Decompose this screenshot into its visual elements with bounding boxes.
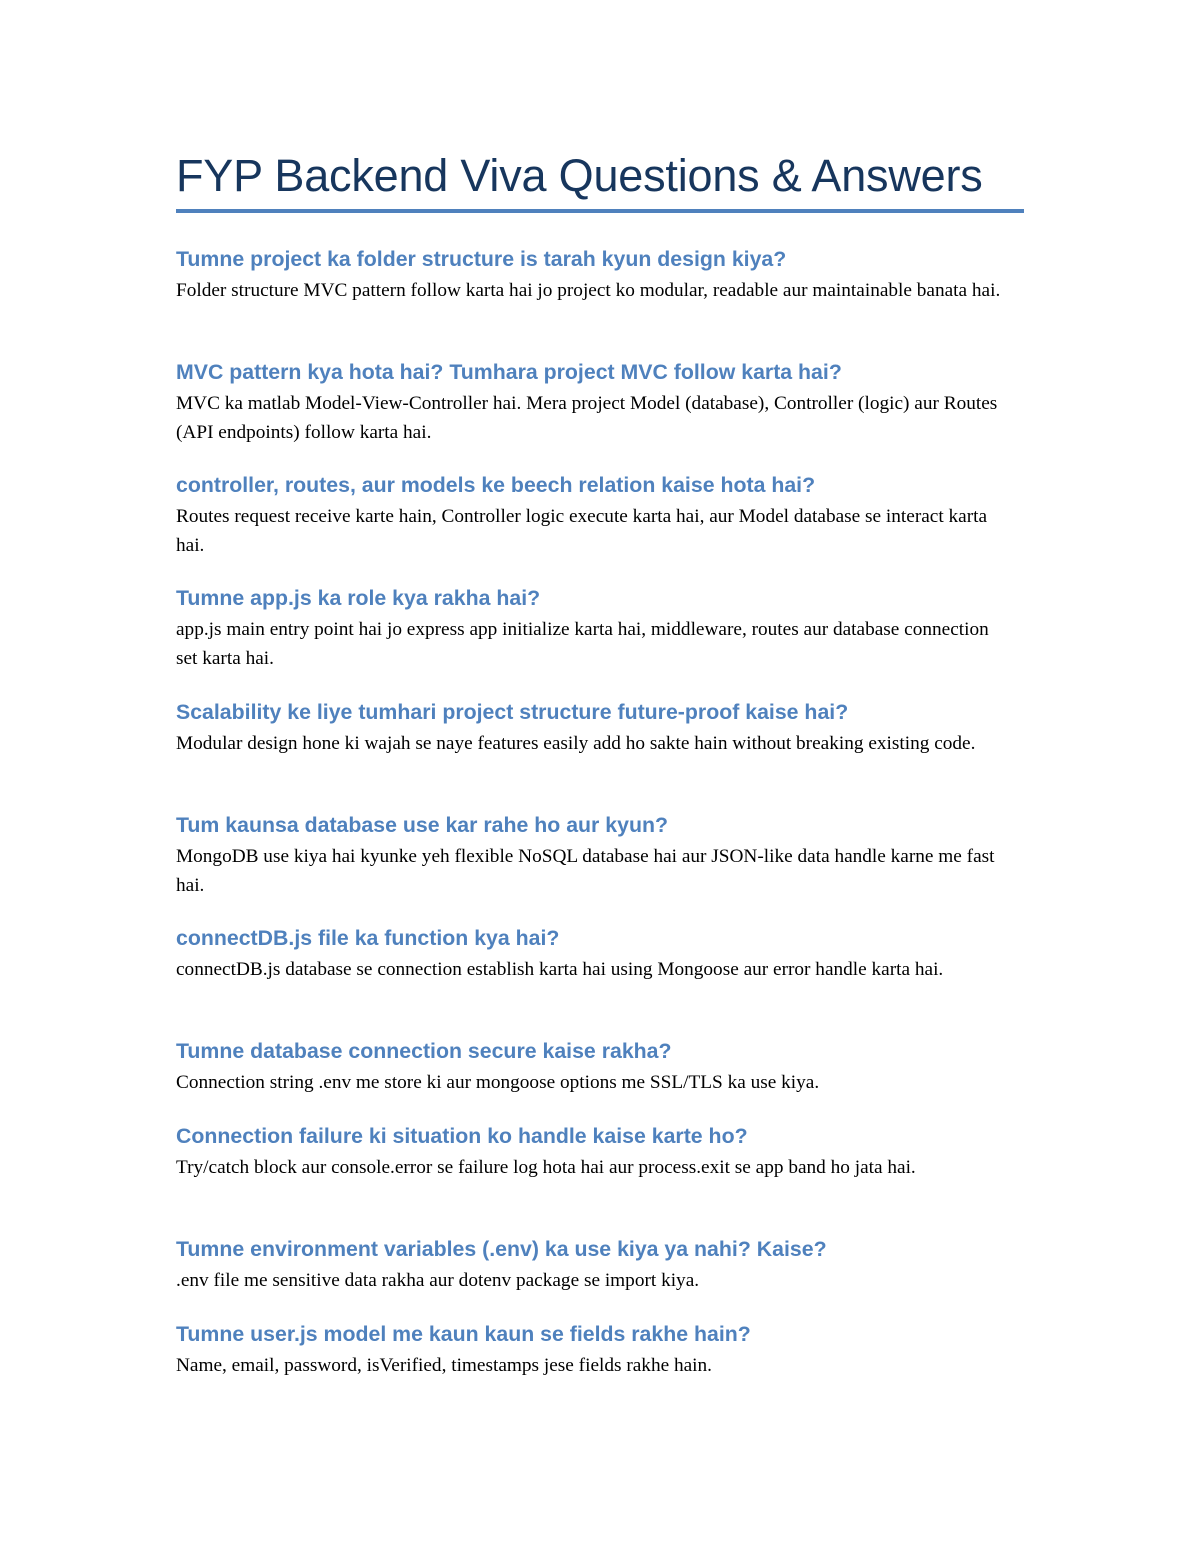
title-underline (176, 209, 1024, 213)
question-heading: controller, routes, aur models ke beech relation kaise hota hai? (176, 473, 816, 497)
answer-text: app.js main entry point hai jo express app initialize karta hai, middleware, routes aur database connection set karta hai. (176, 619, 989, 669)
question-heading: connectDB.js file ka function kya hai? (176, 926, 560, 950)
question-heading: Scalability ke liye tumhari project structure future-proof kaise hai? (176, 700, 849, 724)
answer-text: Modular design hone ki wajah se naye features easily add ho sakte hain without breaking existing code. (176, 733, 976, 754)
answer-text: Try/catch block aur console.error se failure log hota hai aur process.exit se app band ho jata hai. (176, 1157, 916, 1178)
question-heading: Tumne user.js model me kaun kaun se fields rakhe hain? (176, 1322, 751, 1346)
question-heading: Tumne project ka folder structure is tarah kyun design kiya? (176, 247, 787, 271)
answer-text: Folder structure MVC pattern follow karta hai jo project ko modular, readable aur maintainable banata hai. (176, 280, 1001, 301)
question-heading: MVC pattern kya hota hai? Tumhara project MVC follow karta hai? (176, 360, 842, 384)
question-heading: Tumne database connection secure kaise rakha? (176, 1039, 672, 1063)
answer-text: Routes request receive karte hain, Controller logic execute karta hai, aur Model database se interact karta hai. (176, 506, 988, 556)
question-heading: Tumne environment variables (.env) ka use kiya ya nahi? Kaise? (176, 1237, 827, 1261)
answer-text: connectDB.js database se connection establish karta hai using Mongoose aur error handle karta hai. (176, 959, 944, 980)
qa-item (176, 1037, 1024, 1098)
answer-text: Connection string .env me store ki aur mongoose options me SSL/TLS ka use kiya. (176, 1072, 820, 1093)
qa-item (176, 1122, 1024, 1183)
qa-item (176, 245, 1024, 306)
answer-text: .env file me sensitive data rakha aur dotenv package se import kiya. (176, 1270, 700, 1291)
question-heading: Tum kaunsa database use kar rahe ho aur kyun? (176, 813, 668, 837)
qa-item (176, 584, 1024, 673)
qa-item (176, 811, 1024, 900)
page-title: FYP Backend Viva Questions & Answers (176, 150, 983, 201)
qa-item (176, 924, 1024, 985)
qa-item (176, 1235, 1024, 1296)
qa-item (176, 698, 1024, 759)
qa-item (176, 358, 1024, 447)
qa-item (176, 1320, 1024, 1381)
answer-text: Name, email, password, isVerified, timestamps jese fields rakhe hain. (176, 1355, 712, 1376)
answer-text: MongoDB use kiya hai kyunke yeh flexible NoSQL database hai aur JSON-like data handle karne me fast hai. (176, 846, 995, 896)
question-heading: Tumne app.js ka role kya rakha hai? (176, 586, 541, 610)
question-heading: Connection failure ki situation ko handle kaise karte ho? (176, 1124, 748, 1148)
answer-text: MVC ka matlab Model-View-Controller hai. Mera project Model (database), Controller (logic) aur Routes (API endpoints) follow karta hai. (176, 393, 998, 443)
qa-item (176, 471, 1024, 560)
